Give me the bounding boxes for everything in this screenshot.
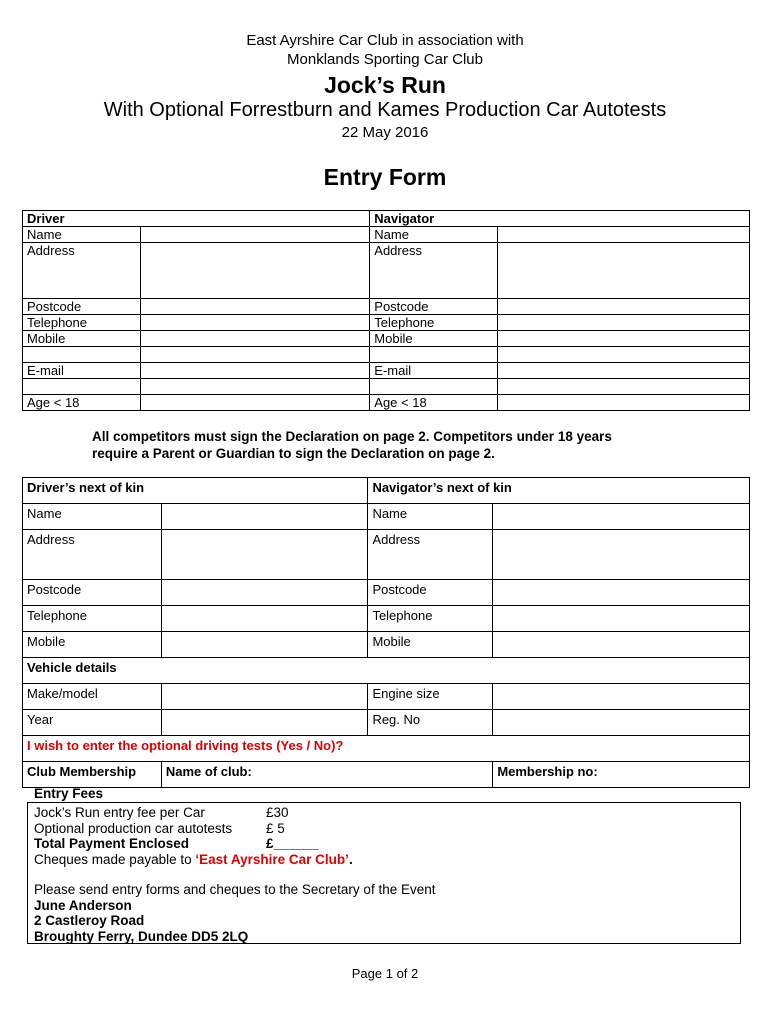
driver-nok-address-label: Address <box>23 530 162 580</box>
optional-fee-row <box>34 821 734 837</box>
vehicle-details-heading: Vehicle details <box>23 658 750 684</box>
total-payment-row <box>34 836 734 852</box>
driver-mobile-field[interactable] <box>141 331 370 347</box>
total-payment-value[interactable]: £______ <box>266 836 319 851</box>
entry-fees-box <box>27 802 741 944</box>
reg-no-field[interactable] <box>493 710 750 736</box>
navigator-age-field[interactable] <box>497 395 749 411</box>
navigator-nok-telephone-field[interactable] <box>493 606 750 632</box>
membership-no-field[interactable]: Membership no: <box>493 762 750 788</box>
driver-nok-telephone-field[interactable] <box>161 606 368 632</box>
cheques-payee: ‘East Ayrshire Car Club’ <box>195 851 349 867</box>
driver-heading: Driver <box>23 211 370 227</box>
cheques-line <box>34 852 734 868</box>
engine-size-label: Engine size <box>368 684 493 710</box>
driver-email-label: E-mail <box>23 363 141 379</box>
driver-name-label: Name <box>23 227 141 243</box>
navigator-blank-label-2 <box>370 379 498 395</box>
competitors-table <box>22 210 750 411</box>
driver-blank-field-2[interactable] <box>141 379 370 395</box>
navigator-heading: Navigator <box>370 211 750 227</box>
driver-nok-telephone-label: Telephone <box>23 606 162 632</box>
navigator-address-label: Address <box>370 243 498 299</box>
navigator-name-label: Name <box>370 227 498 243</box>
navigator-age-label: Age < 18 <box>370 395 498 411</box>
driver-email-field[interactable] <box>141 363 370 379</box>
navigator-blank-field-2[interactable] <box>497 379 749 395</box>
navigator-address-field[interactable] <box>497 243 749 299</box>
optional-tests-question[interactable]: I wish to enter the optional driving tests (Yes / No)? <box>23 736 750 762</box>
send-to-line: Please send entry forms and cheques to the Secretary of the Event <box>34 882 436 897</box>
driver-telephone-field[interactable] <box>141 315 370 331</box>
driver-blank-label <box>23 347 141 363</box>
navigator-nok-mobile-label: Mobile <box>368 632 493 658</box>
driver-address-label: Address <box>23 243 141 299</box>
driver-age-label: Age < 18 <box>23 395 141 411</box>
driver-age-field[interactable] <box>141 395 370 411</box>
entry-fee-label: Jock’s Run entry fee per Car <box>34 805 205 820</box>
declaration-notice-line-1: All competitors must sign the Declaration on page 2. Competitors under 18 years <box>92 429 612 444</box>
total-payment-label: Total Payment Enclosed <box>34 836 190 851</box>
entry-fee-row <box>34 805 734 821</box>
driver-nok-heading: Driver’s next of kin <box>23 478 368 504</box>
entry-fees-heading: Entry Fees <box>34 786 104 801</box>
navigator-telephone-label: Telephone <box>370 315 498 331</box>
navigator-email-field[interactable] <box>497 363 749 379</box>
make-model-label: Make/model <box>23 684 162 710</box>
declaration-notice <box>92 428 732 462</box>
navigator-nok-address-label: Address <box>368 530 493 580</box>
driver-blank-field[interactable] <box>141 347 370 363</box>
event-date: 22 May 2016 <box>341 124 429 141</box>
year-field[interactable] <box>161 710 368 736</box>
make-model-field[interactable] <box>161 684 368 710</box>
driver-name-field[interactable] <box>141 227 370 243</box>
driver-address-field[interactable] <box>141 243 370 299</box>
entry-fee-value: £30 <box>266 805 289 820</box>
driver-mobile-label: Mobile <box>23 331 141 347</box>
driver-postcode-label: Postcode <box>23 299 141 315</box>
year-label: Year <box>23 710 162 736</box>
navigator-telephone-field[interactable] <box>497 315 749 331</box>
secretary-address-1: 2 Castleroy Road <box>34 913 145 928</box>
secretary-address-2: Broughty Ferry, Dundee DD5 2LQ <box>34 928 249 944</box>
optional-fee-label: Optional production car autotests <box>34 820 233 836</box>
navigator-name-field[interactable] <box>497 227 749 243</box>
navigator-postcode-field[interactable] <box>497 299 749 315</box>
driver-telephone-label: Telephone <box>23 315 141 331</box>
event-title: Jock’s Run <box>324 72 446 98</box>
driver-nok-name-label: Name <box>23 504 162 530</box>
navigator-nok-heading: Navigator’s next of kin <box>368 478 750 504</box>
driver-nok-mobile-label: Mobile <box>23 632 162 658</box>
club-membership-label: Club Membership <box>23 762 162 788</box>
page-number: Page 1 of 2 <box>351 966 419 981</box>
driver-blank-label-2 <box>23 379 141 395</box>
navigator-nok-postcode-field[interactable] <box>493 580 750 606</box>
cheques-suffix: . <box>348 851 353 867</box>
navigator-blank-label <box>370 347 498 363</box>
navigator-nok-mobile-field[interactable] <box>493 632 750 658</box>
next-of-kin-vehicle-table <box>22 477 750 788</box>
driver-nok-mobile-field[interactable] <box>161 632 368 658</box>
navigator-mobile-label: Mobile <box>370 331 498 347</box>
navigator-nok-address-field[interactable] <box>493 530 750 580</box>
reg-no-label: Reg. No <box>368 710 493 736</box>
navigator-blank-field[interactable] <box>497 347 749 363</box>
optional-fee-value: £ 5 <box>266 820 285 836</box>
form-title: Entry Form <box>323 164 447 190</box>
driver-nok-name-field[interactable] <box>161 504 368 530</box>
engine-size-field[interactable] <box>493 684 750 710</box>
navigator-nok-postcode-label: Postcode <box>368 580 493 606</box>
navigator-mobile-field[interactable] <box>497 331 749 347</box>
organizer-line-2: Monklands Sporting Car Club <box>287 51 483 68</box>
navigator-nok-telephone-label: Telephone <box>368 606 493 632</box>
secretary-name: June Anderson <box>34 897 132 913</box>
driver-postcode-field[interactable] <box>141 299 370 315</box>
navigator-nok-name-label: Name <box>368 504 493 530</box>
cheques-prefix: Cheques made payable to <box>34 851 196 867</box>
event-subtitle: With Optional Forrestburn and Kames Production Car Autotests <box>103 99 667 121</box>
driver-nok-postcode-field[interactable] <box>161 580 368 606</box>
driver-nok-address-field[interactable] <box>161 530 368 580</box>
name-of-club-field[interactable]: Name of club: <box>161 762 492 788</box>
navigator-nok-name-field[interactable] <box>493 504 750 530</box>
navigator-postcode-label: Postcode <box>370 299 498 315</box>
navigator-email-label: E-mail <box>370 363 498 379</box>
driver-nok-postcode-label: Postcode <box>23 580 162 606</box>
organizer-line-1: East Ayrshire Car Club in association with <box>246 32 524 49</box>
declaration-notice-line-2: require a Parent or Guardian to sign the Declaration on page 2. <box>92 446 495 461</box>
